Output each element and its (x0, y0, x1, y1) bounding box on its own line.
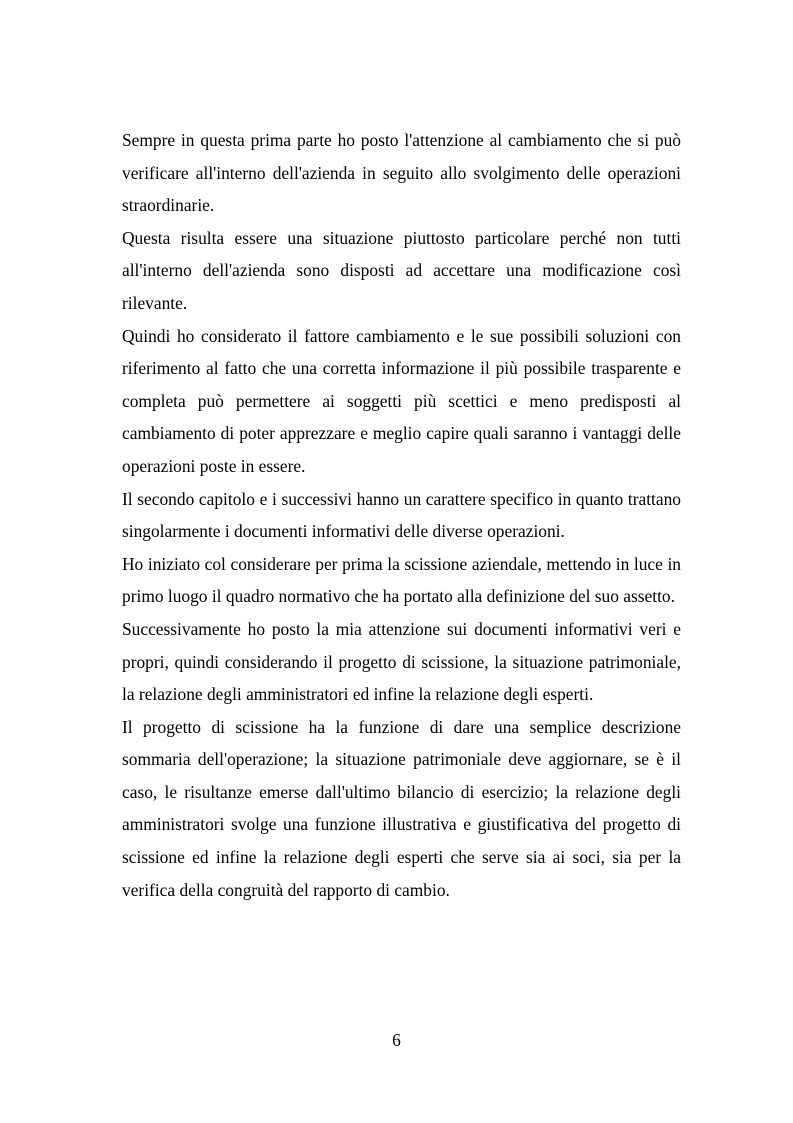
paragraph: Ho iniziato col considerare per prima la scissione aziendale, mettendo in luce in primo luogo il quadro normativo che ha portato alla definizione del suo assetto. (122, 553, 681, 607)
page-number: 6 (392, 1030, 401, 1050)
paragraph: Il progetto di scissione ha la funzione di dare una semplice descrizione sommaria dell'operazione; la situazione patrimoniale deve aggiornare, se è il caso, le risultanze emerse dall'ultimo bilancio di esercizio; la relazione degli amministratori svolge una funzione illustrativa e giustificativa del progetto di scissione ed infine la relazione degli esperti che serve sia ai soci, sia per la verifica della congruità del rapporto di cambio. (122, 716, 681, 900)
body-text (122, 124, 681, 906)
paragraph: Quindi ho considerato il fattore cambiamento e le sue possibili soluzioni con riferimento al fatto che una corretta informazione il più possibile trasparente e completa può permettere ai soggetti più scettici e meno predisposti al cambiamento di poter apprezzare e meglio capire quali saranno i vantaggi delle operazioni poste in essere. (122, 325, 681, 476)
paragraph: Questa risulta essere una situazione piuttosto particolare perché non tutti all'interno dell'azienda sono disposti ad accettare una modificazione così rilevante. (122, 227, 681, 313)
paragraph: Sempre in questa prima parte ho posto l'attenzione al cambiamento che si può verificare all'interno dell'azienda in seguito allo svolgimento delle operazioni straordinarie. (122, 130, 681, 216)
paragraph: Successivamente ho posto la mia attenzione sui documenti informativi veri e propri, quindi considerando il progetto di scissione, la situazione patrimoniale, la relazione degli amministratori ed infine la relazione degli esperti. (122, 618, 681, 705)
paragraph: Il secondo capitolo e i successivi hanno un carattere specifico in quanto trattano singolarmente i documenti informativi delle diverse operazioni. (122, 488, 681, 542)
